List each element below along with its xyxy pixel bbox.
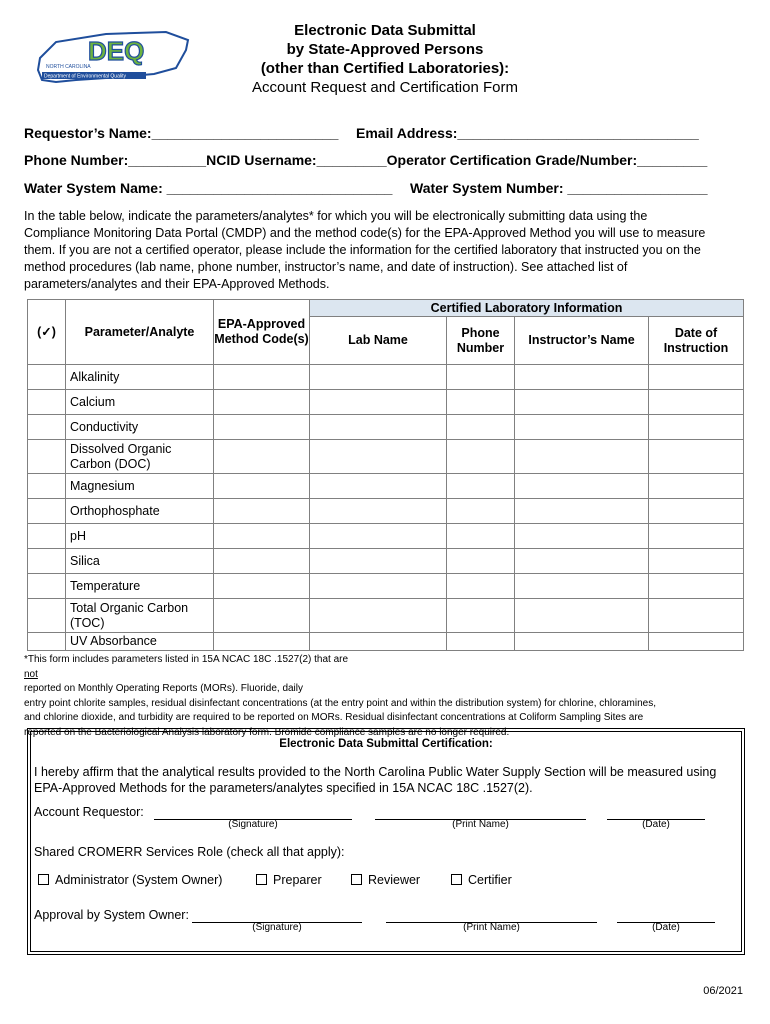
form-title-line1: Electronic Data Submittal [294, 22, 476, 39]
phone-cell[interactable] [447, 499, 515, 524]
instructor-cell[interactable] [515, 633, 649, 651]
parameter-name: Total Organic Carbon (TOC) [66, 599, 214, 633]
instructor-cell[interactable] [515, 390, 649, 415]
role-administrator-checkbox[interactable]: Administrator (System Owner) [38, 873, 222, 887]
date-cell[interactable] [649, 574, 744, 599]
header-parameter: Parameter/Analyte [66, 300, 214, 365]
table-row [28, 549, 744, 574]
method-cell[interactable] [214, 633, 310, 651]
checkbox-icon [351, 874, 362, 885]
table-row [28, 390, 744, 415]
lab-name-cell[interactable] [310, 524, 447, 549]
deq-logo [36, 28, 192, 86]
row-check-cell[interactable] [28, 524, 66, 549]
method-cell[interactable] [214, 415, 310, 440]
operator-label: Operator Certification Grade/Number: [386, 152, 638, 168]
phone-cell[interactable] [447, 415, 515, 440]
instructor-cell[interactable] [515, 599, 649, 633]
header-check: (✓) [28, 300, 66, 365]
parameter-name: Orthophosphate [66, 499, 214, 524]
instructor-cell[interactable] [515, 524, 649, 549]
approval-print-name-caption: (Print Name) [463, 922, 520, 933]
phone-cell[interactable] [447, 549, 515, 574]
date-cell[interactable] [649, 440, 744, 474]
table-row [28, 633, 744, 651]
method-cell[interactable] [214, 574, 310, 599]
form-title-line3: (other than Certified Laboratories): [260, 60, 510, 77]
logo-sub-text: Department of Environmental Quality [44, 73, 126, 80]
approval-date-caption: (Date) [652, 922, 680, 933]
date-cell[interactable] [649, 474, 744, 499]
footnote: *This form includes parameters listed in 15A NCAC 18C .1527(2) that are not reported on Monthly Operating Reports (MORs). Fluoride, daily entry point chlorite samples, residual disinfectant concentrations (at the entry point and within the distribution system) for chlorine, chloramines, and chlorine dioxide, and turbidity are required to be reported on MORs. Residual disinfectant concentrations at Coliform Sampling Sites are reported on the Bacteriological Analysis laboratory form. Bromide compliance samples are no longer required. [24, 654, 656, 738]
lab-name-cell[interactable] [310, 599, 447, 633]
row-check-cell[interactable] [28, 474, 66, 499]
lab-name-cell[interactable] [310, 549, 447, 574]
form-subtitle: Account Request and Certification Form [252, 79, 518, 96]
row-check-cell[interactable] [28, 440, 66, 474]
table-row [28, 365, 744, 390]
header-cert-lab: Certified Laboratory Information [310, 300, 744, 317]
phone-cell[interactable] [447, 365, 515, 390]
header-method: EPA-Approved Method Code(s) [214, 300, 310, 365]
phone-ncid-operator-row[interactable] [24, 152, 707, 168]
instructor-cell[interactable] [515, 415, 649, 440]
instructor-cell[interactable] [515, 574, 649, 599]
signature-caption: (Signature) [228, 819, 278, 830]
instructor-cell[interactable] [515, 440, 649, 474]
phone-label: Phone Number: [24, 152, 129, 168]
lab-name-cell[interactable] [310, 390, 447, 415]
affirm-line1: I hereby affirm that the analytical results provided to the North Carolina Public Water Supply Section will be measured using [34, 765, 717, 779]
lab-name-cell[interactable] [310, 499, 447, 524]
header-date: Date of Instruction [649, 317, 744, 365]
lab-name-cell[interactable] [310, 365, 447, 390]
water-system-number-field[interactable]: Water System Number: __________________ [410, 180, 708, 196]
date-cell[interactable] [649, 599, 744, 633]
form-title-line2: by State-Approved Persons [286, 41, 484, 58]
instructor-cell[interactable] [515, 499, 649, 524]
row-check-cell[interactable] [28, 499, 66, 524]
method-cell[interactable] [214, 365, 310, 390]
water-system-name-field[interactable]: Water System Name: _____________________________ [24, 180, 393, 196]
row-check-cell[interactable] [28, 633, 66, 651]
header-phone: Phone Number [447, 317, 515, 365]
table-row [28, 415, 744, 440]
lab-name-cell[interactable] [310, 633, 447, 651]
approval-signature-caption: (Signature) [252, 922, 302, 933]
email-field[interactable]: Email Address:_______________________________ [356, 125, 699, 141]
header-lab-name: Lab Name [310, 317, 447, 365]
print-name-caption: (Print Name) [452, 819, 509, 830]
method-cell[interactable] [214, 499, 310, 524]
parameter-name: Calcium [66, 390, 214, 415]
date-cell[interactable] [649, 549, 744, 574]
date-cell[interactable] [649, 390, 744, 415]
parameter-name: Magnesium [66, 474, 214, 499]
date-cell[interactable] [649, 499, 744, 524]
method-cell[interactable] [214, 524, 310, 549]
checkbox-icon [451, 874, 462, 885]
form-revision-date: 06/2021 [703, 985, 743, 997]
certification-heading: Electronic Data Submittal Certification: [279, 738, 493, 750]
phone-cell[interactable] [447, 474, 515, 499]
logo-main-text: DEQ [88, 36, 145, 66]
lab-name-cell[interactable] [310, 574, 447, 599]
row-check-cell[interactable] [28, 415, 66, 440]
instructor-cell[interactable] [515, 474, 649, 499]
role-heading: Shared CROMERR Services Role (check all that apply): [34, 845, 345, 859]
row-check-cell[interactable] [28, 599, 66, 633]
approval-label: Approval by System Owner: [34, 908, 189, 922]
method-cell[interactable] [214, 599, 310, 633]
instructor-cell[interactable] [515, 549, 649, 574]
table-row [28, 474, 744, 499]
row-check-cell[interactable] [28, 549, 66, 574]
method-cell[interactable] [214, 549, 310, 574]
date-cell[interactable] [649, 415, 744, 440]
method-cell[interactable] [214, 440, 310, 474]
row-check-cell[interactable] [28, 390, 66, 415]
method-cell[interactable] [214, 474, 310, 499]
table-row [28, 599, 744, 633]
ncid-label: NCID Username: [206, 152, 317, 168]
parameter-name: pH [66, 524, 214, 549]
date-cell[interactable] [649, 524, 744, 549]
date-cell[interactable] [649, 365, 744, 390]
parameter-name: Silica [66, 549, 214, 574]
date-caption: (Date) [642, 819, 670, 830]
phone-cell[interactable] [447, 440, 515, 474]
operator-blank: _________ [637, 152, 708, 168]
phone-cell[interactable] [447, 633, 515, 651]
parameter-name: Temperature [66, 574, 214, 599]
parameter-name: Dissolved Organic Carbon (DOC) [66, 440, 214, 474]
parameter-name: UV Absorbance [66, 633, 214, 651]
parameter-name: Conductivity [66, 415, 214, 440]
ncid-blank: _________ [316, 152, 387, 168]
role-reviewer-checkbox[interactable]: Reviewer [351, 873, 420, 887]
affirm-line2: EPA-Approved Methods for the parameters/analytes specified in 15A NCAC 18C .1527(2). [34, 781, 533, 795]
row-check-cell[interactable] [28, 574, 66, 599]
account-requestor-label: Account Requestor: [34, 805, 144, 819]
header-instructor: Instructor’s Name [515, 317, 649, 365]
role-preparer-checkbox[interactable]: Preparer [256, 873, 322, 887]
phone-cell[interactable] [447, 390, 515, 415]
lab-name-cell[interactable] [310, 474, 447, 499]
lab-name-cell[interactable] [310, 440, 447, 474]
logo-state-text: NORTH CAROLINA [46, 64, 91, 70]
date-cell[interactable] [649, 633, 744, 651]
certification-box [27, 728, 745, 955]
table-row [28, 499, 744, 524]
instructor-cell[interactable] [515, 365, 649, 390]
requestor-name-field[interactable]: Requestor’s Name:________________________ [24, 125, 339, 141]
method-cell[interactable] [214, 390, 310, 415]
checkbox-icon [256, 874, 267, 885]
parameters-table [27, 299, 744, 651]
table-row [28, 524, 744, 549]
table-row [28, 440, 744, 474]
lab-name-cell[interactable] [310, 415, 447, 440]
intro-paragraph: In the table below, indicate the parameters/analytes* for which you will be electronically submitting data using the Compliance Monitoring Data Portal (CMDP) and the method code(s) for the EPA-Approved Method you will use to measure them. If you are not a certified operator, please include the information for the certified laboratory that instructed you on the method procedures (lab name, phone number, instructor’s name, and date of instruction). See attached list of parameters/analytes and their EPA-Approved Methods. [24, 209, 706, 291]
row-check-cell[interactable] [28, 365, 66, 390]
role-certifier-checkbox[interactable]: Certifier [451, 873, 512, 887]
phone-blank: __________ [128, 152, 207, 168]
table-row [28, 574, 744, 599]
checkbox-icon [38, 874, 49, 885]
phone-cell[interactable] [447, 599, 515, 633]
parameter-name: Alkalinity [66, 365, 214, 390]
phone-cell[interactable] [447, 574, 515, 599]
phone-cell[interactable] [447, 524, 515, 549]
